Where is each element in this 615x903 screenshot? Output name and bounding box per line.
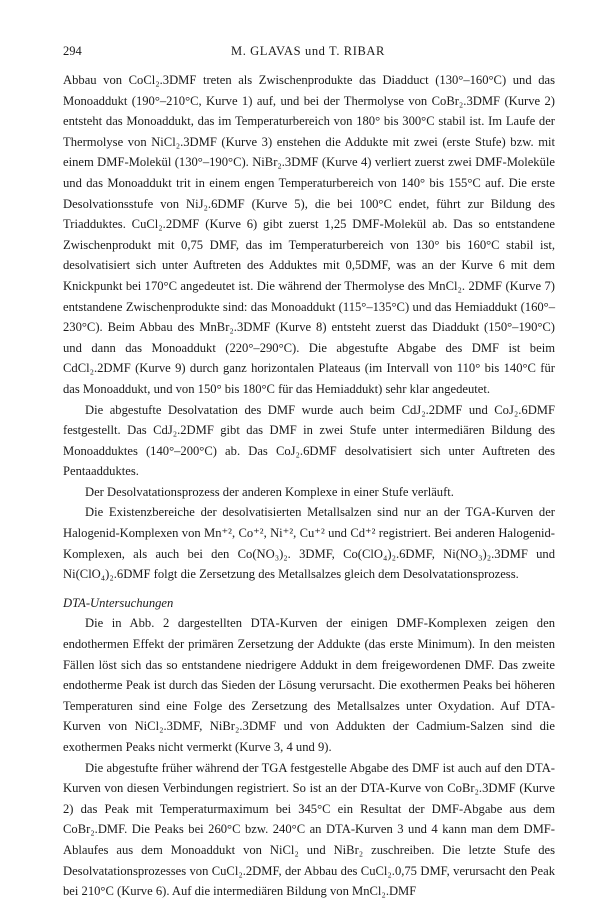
running-head: M. GLAVAS und T. RIBAR <box>231 44 385 58</box>
paragraph: Die abgestufte früher während der TGA festgestelle Abgabe des DMF ist auch auf den DTA-Kurven von diesen Verbindungen registriert. So ist an der DTA-Kurve von CoBr₂.3DMF (Kurve 2) das Peak mit Temperaturmaximum bei 345°C ein Resultat der DMF-Abgabe aus dem CoBr₂.DMF. Die Peaks bei 260°C bzw. 240°C an DTA-Kurven 3 und 4 kann man dem DMF-Ablaufes aus dem Monoaddukt von NiCl₂ und NiBr₂ zuschreiben. Die letzte Stufe des Desolvatationsprozesses von CuCl₂.2DMF, der Abbau des CuCl₂.0,75 DMF, verursacht den Peak bei 210°C (Kurve 6). Auf die intermediären Bildung von MnCl₂.DMF <box>63 760 555 899</box>
paragraph: Abbau von CoCl₂.3DMF treten als Zwischenprodukte das Diadduct (130°–160°C) und das Monoaddukt (190°–210°C, Kurve 1) auf, und bei der Thermolyse von CoBr₂.3DMF (Kurve 2) entsteht das Monoaddukt, das im Temperaturbereich von 180° bis 300°C stabil ist. Im Laufe der Thermolyse von NiCl₂.3DMF (Kurve 3) enstehen die Addukte mit zwei (erste Stufe) bzw. mit einem DMF-Molekül (130°–190°C). NiBr₂.3DMF (Kurve 4) verliert zuerst zwei DMF-Moleküle und das Monoaddukt trit in einem engen Temperaturbereich von 140° bis 155°C auf. Die erste Desolvationsstufe von NiJ₂.6DMF (Kurve 5), die bei 100°C endet, führt zur Bildung des Triadduktes. CuCl₂.2DMF (Kurve 6) gibt zuerst 1,25 DMF-Molekül ab. Das so entstandene Zwischenprodukt mit 0,75 DMF, das im Temperaturbereich von 130° bis 160°C stabil ist, desolvatisiert sich unter Auftreten des Adduktes mit 0,5DMF, was an der Kurve 6 mit dem Knickpunkt bei 170°C angedeutet ist. Die während der Thermolyse des MnCl₂. 2DMF (Kurve 7) entstandene Zwischenprodukte sind: das Monoaddukt (115°–135°C) und das Hemiaddukt (160°–230°C). Beim Abbau des MnBr₂.3DMF (Kurve 8) entsteht zuerst das Diaddukt (150°–190°C) und dann das Monoaddukt (220°–290°C). Die abgestufte Abgabe des DMF ist beim CdCl₂.2DMF (Kurve 9) durch ganz horizontalen Plateaus (im Intervall von 110° bis 140°C für das Monoaddukt, und von 150° bis 180°C für das Hemiaddukt) sehr klar angedeutet. <box>63 73 555 396</box>
page-header <box>63 44 553 60</box>
paragraph: Die abgestufte Desolvatation des DMF wurde auch beim CdJ₂.2DMF und CoJ₂.6DMF festgestellt. Das CdJ₂.2DMF gibt das DMF in zwei Stufe unter intermediären Bildung des Monoadduktes (140°–200°C) ab. Das CoJ₂.6DMF desolvatisiert sich unter Auftreten des Pentaadduktes. <box>63 402 555 479</box>
paragraph: Die Existenzbereiche der desolvatisierten Metallsalzen sind nur an der TGA-Kurven der Halogenid-Komplexen von Mn⁺², Co⁺², Ni⁺², Cu⁺² und Cd⁺² registriert. Bei anderen Halogenid-Komplexen, als auch bei den Co(NO₃)₂. 3DMF, Co(ClO₄)₂.6DMF, Ni(NO₃)₂.3DMF und Ni(ClO₄)₂.6DMF folgt die Zersetzung des Metallsalzes gleich dem Desolvatationsprozess. <box>63 505 555 582</box>
paragraph: Der Desolvatationsprozess der anderen Komplexe in einer Stufe verläuft. <box>85 484 454 499</box>
page-number: 294 <box>63 44 82 58</box>
paragraph: Die in Abb. 2 dargestellten DTA-Kurven der einigen DMF-Komplexen zeigen den endothermen Effekt der primären Zersetzung der Addukte (das erste Minimum). In den meisten Fällen löst sich das so entstandene niedrigere Addukt in dem freigewordenen DMF. Das zweite endotherme Peak ist durch das Sieden der Lösung verursacht. Die exothermen Peaks bei höheren Temperaturen sind eine Folge des Zersetzung des Metallsalzes unter Oxydation. Auf DTA-Kurven von NiCl₂.3DMF, NiBr₂.3DMF und von Addukten der Cadmium-Salzen sind die exothermen Peaks nicht vermerkt (Kurve 3, 4 und 9). <box>63 616 555 754</box>
body-text <box>63 70 555 902</box>
section-heading: DTA-Untersuchungen <box>63 595 174 610</box>
